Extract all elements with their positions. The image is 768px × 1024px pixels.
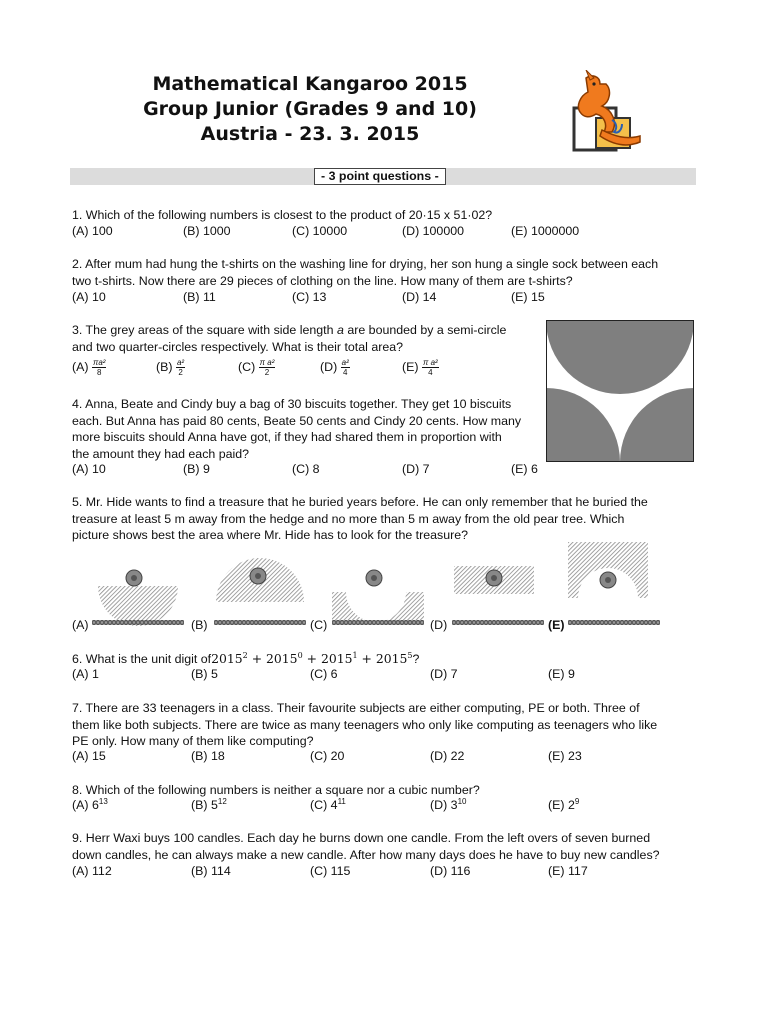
q9-option-e: (E) 117 (548, 864, 588, 878)
q7-option-e: (E) 23 (548, 749, 582, 763)
q5-figure-e (566, 540, 662, 630)
q8-option-c: (C) $4^{11}$ (310, 797, 346, 812)
q2-option-c: (C) 13 (292, 290, 327, 304)
q5-option-a: (A) (72, 618, 89, 632)
q6-option-e: (E) 9 (548, 667, 575, 681)
document-title (130, 72, 490, 147)
q3-variable-a: a (336, 323, 344, 337)
q2-option-b: (B) 11 (183, 290, 216, 304)
question-4-text (72, 396, 542, 462)
q7-option-d: (D) 22 (430, 749, 465, 763)
q9-line-1: 9. Herr Waxi buys 100 candles. Each day he burns down one candle. From the left overs of seven burned (72, 831, 651, 845)
question-5-text (72, 494, 648, 544)
q1-option-b: (B) 1000 (183, 224, 231, 238)
q6-option-c: (C) 6 (310, 667, 338, 681)
q8-option-b: (B) $5^{12}$ (191, 797, 227, 812)
question-2-options (72, 289, 632, 306)
q7-line-1: 7. There are 33 teenagers in a class. Their favourite subjects are either computing, PE or both. Three of (72, 701, 640, 715)
title-line-3: Austria - 23. 3. 2015 (200, 123, 420, 145)
q2-option-e: (E) 15 (511, 290, 545, 304)
question-8-options (72, 797, 632, 814)
q9-option-d: (D) 116 (430, 864, 471, 878)
q4-line-3: more biscuits should Anna have got, if they had shared them in proportion with (72, 430, 502, 444)
q8-option-a: (A) $6^{13}$ (72, 797, 108, 812)
q6-option-a: (A) 1 (72, 667, 99, 681)
q1-option-d: (D) 100000 (402, 224, 464, 238)
q6-option-d: (D) 7 (430, 667, 458, 681)
q5-figure-c (330, 540, 426, 630)
q5-figure-a (90, 540, 186, 630)
q9-option-b: (B) 114 (191, 864, 231, 878)
q4-option-e: (E) 6 (511, 462, 538, 476)
q3-option-c: (C) $\frac{\text{π a²}}{2}$ (238, 358, 275, 377)
q9-option-a: (A) 112 (72, 864, 112, 878)
q5-line-2: treasure at least 5 m away from the hedge and no more than 5 m away from the old pear tree. Which (72, 511, 625, 526)
q4-option-b: (B) 9 (183, 462, 210, 476)
question-9-text (72, 830, 660, 863)
q4-line-1: 4. Anna, Beate and Cindy buy a bag of 30 biscuits together. They get 10 biscuits (72, 397, 512, 411)
q7-option-b: (B) 18 (191, 749, 225, 763)
question-1-text: 1. Which of the following numbers is closest to the product of 20·15 x 51·02? (72, 208, 493, 222)
q3-line-1 (72, 322, 542, 339)
question-3-text (72, 322, 542, 355)
q7-line-3: PE only. How many of them like computing? (72, 734, 314, 748)
q8-option-e: (E) $2^9$ (548, 797, 580, 812)
q4-option-c: (C) 8 (292, 462, 320, 476)
question-7-text (72, 700, 657, 750)
q9-option-c: (C) 115 (310, 864, 351, 878)
question-7-options (72, 748, 632, 765)
question-2-text (72, 256, 658, 289)
q5-option-d: (D) (430, 618, 448, 632)
q4-option-a: (A) 10 (72, 462, 106, 476)
q2-option-d: (D) 14 (402, 290, 437, 304)
title-line-1: Mathematical Kangaroo 2015 (152, 73, 468, 95)
q2-line-2: two t-shirts. Now there are 29 pieces of clothing on the line. How many of them are t-shirts? (72, 273, 573, 288)
kangaroo-logo-icon (556, 70, 646, 160)
q3-line-1-post: are bounded by a semi-circle (347, 323, 507, 337)
q4-line-4: the amount they had each paid? (72, 446, 250, 461)
q5-line-3: picture shows best the area where Mr. Hide has to look for the treasure? (72, 528, 469, 542)
question-9-options (72, 863, 632, 880)
q9-line-2: down candles, he can always make a new candle. After how many days does he have to buy new candles? (72, 847, 660, 862)
q5-figure-d (450, 540, 546, 630)
q5-option-c: (C) (310, 618, 328, 632)
question-8-text: 8. Which of the following numbers is neither a square nor a cubic number? (72, 783, 480, 797)
q5-line-1: 5. Mr. Hide wants to find a treasure that he buried years before. He can only remember that he buried the (72, 495, 648, 509)
q1-option-a: (A) 100 (72, 224, 113, 238)
q3-option-a: (A) $\frac{\text{πa²}}{8}$ (72, 358, 106, 377)
q3-option-e: (E) $\frac{\text{π a²}}{4}$ (402, 358, 438, 377)
q7-option-a: (A) 15 (72, 749, 106, 763)
question-1-options (72, 223, 632, 240)
q3-line-1-pre: 3. The grey areas of the square with side length (72, 323, 334, 337)
q7-option-c: (C) 20 (310, 749, 345, 763)
q4-line-2: each. But Anna has paid 80 cents, Beate 50 cents and Cindy 20 cents. How many (72, 413, 522, 428)
q3-option-b: (B) $\frac{\text{a²}}{2}$ (156, 358, 185, 377)
q2-option-a: (A) 10 (72, 290, 106, 304)
section-label: - 3 point questions - (314, 168, 446, 185)
question-6-options (72, 666, 632, 683)
q7-line-2: them like both subjects. There are twice as many teenagers who only like computing as teenagers who like (72, 717, 658, 732)
q8-option-d: (D) $3^{10}$ (430, 797, 467, 812)
title-line-2: Group Junior (Grades 9 and 10) (143, 98, 477, 120)
q5-option-e: (E) (548, 618, 565, 632)
q1-option-c: (C) 10000 (292, 224, 348, 238)
q6-option-b: (B) 5 (191, 667, 218, 681)
q3-square-figure (546, 320, 694, 462)
q5-figure-b (212, 540, 308, 630)
q3-line-2: and two quarter-circles respectively. What is their total area? (72, 339, 404, 354)
q2-line-1: 2. After mum had hung the t-shirts on the washing line for drying, her son hung a single sock between each (72, 257, 659, 271)
q4-option-d: (D) 7 (402, 462, 430, 476)
question-6-text: 6. What is the unit digit $of2015^2 + 2015^0 + 2015^1 + 2015^5$? (72, 651, 420, 666)
q5-option-b: (B) (191, 618, 208, 632)
q1-option-e: (E) 1000000 (511, 224, 580, 238)
question-4-options (72, 461, 632, 478)
q3-option-d: (D) $\frac{\text{a²}}{4}$ (320, 358, 349, 377)
